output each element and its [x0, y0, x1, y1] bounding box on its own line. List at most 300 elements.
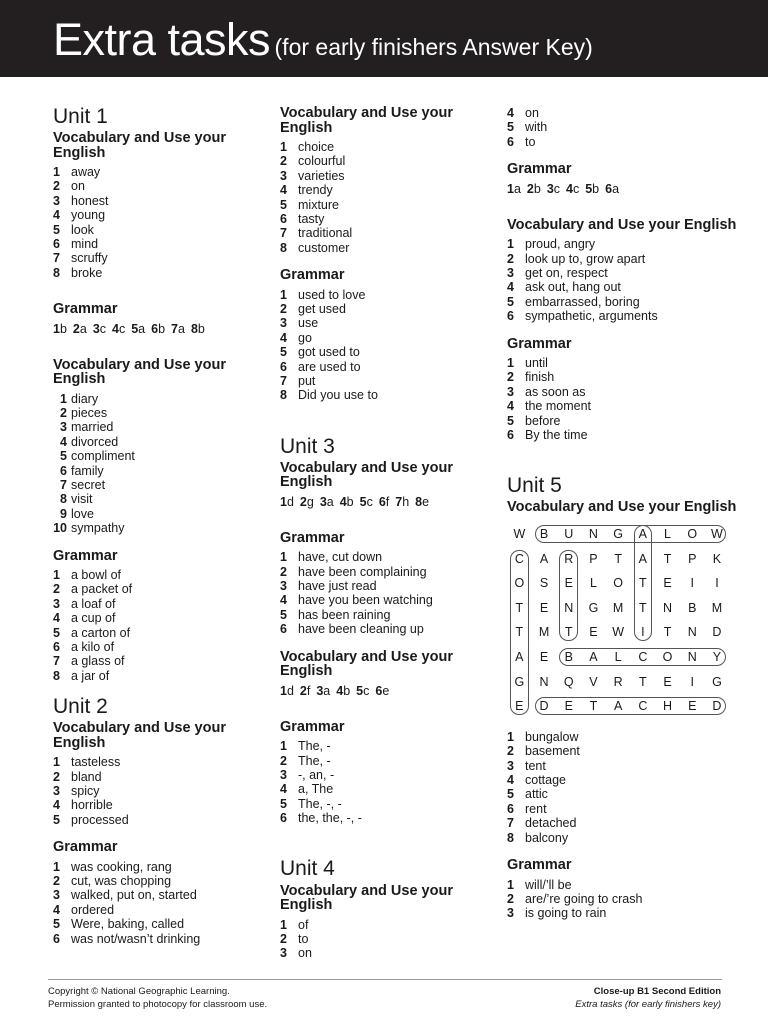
list-item	[507, 816, 737, 830]
section-title: Grammar	[280, 529, 345, 546]
item-number: 2	[507, 251, 514, 266]
answer-list	[53, 568, 268, 683]
item-answer: are/’re going to crash	[525, 891, 643, 906]
page-title-subtitle: (for early finishers Answer Key)	[274, 34, 593, 60]
item-answer: will/’ll be	[525, 877, 572, 892]
inline-answer: 2b	[526, 181, 541, 196]
item-number: 2	[280, 931, 287, 946]
list-item	[53, 860, 268, 874]
list-item	[507, 759, 737, 773]
item-answer: a glass of	[71, 654, 125, 669]
item-answer: bland	[71, 769, 102, 784]
item-number: 6	[53, 640, 60, 655]
list-item	[53, 626, 268, 640]
list-item	[507, 802, 737, 816]
item-number: 5	[507, 787, 514, 802]
word-search-letter: W	[711, 526, 723, 541]
item-number: 6	[60, 463, 67, 478]
item-answer: pieces	[71, 406, 108, 421]
answer-list	[280, 550, 495, 636]
list-item	[507, 428, 737, 442]
section-title: Grammar	[53, 301, 118, 318]
item-answer: are used to	[298, 359, 361, 374]
item-answer: divorced	[71, 434, 119, 449]
page-header	[0, 0, 768, 77]
section-title: Grammar	[507, 335, 572, 352]
item-answer: look	[71, 222, 94, 237]
word-search-letter: T	[614, 551, 622, 566]
item-number: 1	[507, 877, 514, 892]
item-number: 2	[280, 302, 287, 317]
word-search-letter: A	[613, 699, 623, 714]
word-search-letter: Y	[712, 649, 722, 664]
found-word-highlight	[559, 550, 578, 642]
item-answer: The, -	[298, 739, 331, 754]
item-number: 1	[280, 140, 287, 154]
word-search-letter: I	[690, 674, 694, 689]
item-number: 6	[507, 309, 514, 324]
page-title	[53, 14, 593, 65]
inline-answer: 5a	[131, 321, 146, 336]
list-item	[280, 331, 495, 345]
inline-answer: 3a	[316, 683, 331, 698]
section-title: Vocabulary and Use your English	[507, 216, 737, 233]
inline-answer: 6b	[151, 321, 166, 336]
list-item	[507, 787, 737, 801]
word-search-letter: R	[613, 674, 623, 689]
item-answer: a kilo of	[71, 640, 115, 655]
word-search-letter: U	[564, 526, 574, 541]
answer-list	[53, 755, 268, 827]
inline-answer: 8e	[415, 494, 430, 509]
word-search-letter: I	[690, 576, 694, 591]
item-number: 1	[507, 237, 514, 252]
word-search-letter: B	[564, 649, 573, 664]
list-item	[280, 388, 495, 402]
list-item	[53, 464, 268, 478]
item-answer: ask out, hang out	[525, 280, 621, 295]
book-subtitle: Extra tasks (for early finishers key)	[575, 999, 721, 1010]
item-number: 2	[53, 582, 60, 597]
inline-answer: 1d	[280, 494, 294, 509]
inline-answers	[280, 495, 495, 509]
word-search-letter: W	[513, 526, 526, 541]
item-answer: as soon as	[525, 384, 586, 399]
item-answer: processed	[71, 812, 129, 827]
inline-answer: 4c	[112, 321, 126, 336]
answer-list	[53, 165, 268, 280]
footer-divider	[48, 979, 722, 980]
list-item	[53, 798, 268, 812]
answer-list	[507, 106, 737, 149]
word-search-letter: L	[614, 649, 622, 664]
word-search-letter: T	[663, 551, 672, 566]
item-answer: with	[525, 120, 548, 135]
answer-list	[280, 739, 495, 825]
item-number: 6	[53, 237, 60, 251]
section-title: Vocabulary and Use your English	[53, 130, 226, 161]
word-search-letter: K	[712, 551, 722, 566]
item-number: 4	[507, 773, 514, 788]
item-number: 8	[60, 492, 67, 507]
list-item	[280, 754, 495, 768]
item-number: 1	[60, 391, 67, 406]
item-answer: a jar of	[71, 668, 110, 683]
item-number: 2	[60, 406, 67, 421]
item-answer: use	[298, 316, 319, 331]
item-number: 1	[280, 287, 287, 302]
item-answer: to	[525, 134, 536, 149]
list-item	[53, 208, 268, 222]
item-number: 6	[53, 931, 60, 946]
list-item	[507, 295, 737, 309]
section-title: Vocabulary and Use your English	[280, 648, 453, 680]
word-search-letter: H	[663, 699, 673, 714]
item-answer: got used to	[298, 345, 360, 360]
list-item	[53, 932, 268, 946]
item-number: 9	[60, 506, 67, 521]
item-number: 3	[53, 596, 60, 611]
item-number: 1	[507, 729, 514, 744]
list-item	[507, 280, 737, 294]
inline-answers	[53, 322, 268, 336]
item-number: 6	[280, 811, 287, 826]
list-item	[507, 309, 737, 323]
permission-line: Permission granted to photocopy for classroom use.	[48, 999, 268, 1010]
item-answer: scruffy	[71, 251, 108, 266]
item-answer: is going to rain	[525, 906, 607, 921]
list-item	[53, 237, 268, 251]
list-item	[53, 784, 268, 798]
list-item	[53, 507, 268, 521]
item-number: 1	[53, 165, 60, 180]
word-search-letter: E	[515, 699, 524, 714]
item-answer: tent	[525, 758, 546, 773]
item-answer: was not/wasn’t drinking	[71, 931, 201, 946]
item-number: 1	[280, 550, 287, 565]
word-search-letter: T	[564, 625, 573, 640]
list-item	[507, 106, 737, 120]
item-number: 5	[507, 120, 514, 135]
list-item	[280, 140, 495, 154]
inline-answers	[280, 684, 495, 698]
inline-answer: 2a	[72, 321, 87, 336]
footer-copyright	[48, 985, 267, 1011]
section-title: Grammar	[53, 547, 118, 564]
list-item	[280, 345, 495, 359]
item-answer: detached	[525, 816, 577, 831]
word-search-letter: A	[515, 649, 524, 664]
answer-list	[53, 392, 268, 536]
item-number: 5	[280, 345, 287, 360]
list-item	[53, 597, 268, 611]
inline-answer: 5b	[585, 181, 600, 196]
item-answer: used to love	[298, 287, 366, 302]
answer-list	[507, 237, 737, 323]
list-item	[507, 252, 737, 266]
item-number: 3	[507, 265, 514, 280]
item-number: 2	[507, 891, 514, 906]
item-number: 5	[53, 625, 60, 640]
item-number: 5	[507, 294, 514, 309]
word-search-letter: L	[589, 576, 597, 591]
word-search-letter: E	[564, 699, 573, 714]
item-answer: a packet of	[71, 582, 133, 597]
word-search-letter: G	[712, 674, 722, 689]
inline-answer: 8b	[190, 321, 205, 336]
list-item	[53, 492, 268, 506]
section-title: Grammar	[53, 839, 118, 856]
item-answer: get used	[298, 302, 346, 317]
item-answer: love	[71, 506, 94, 521]
word-search-letter: C	[514, 551, 524, 566]
item-number: 4	[280, 593, 287, 608]
word-search-letter: B	[688, 600, 697, 615]
item-answer: a bowl of	[71, 568, 122, 583]
column-2	[280, 106, 495, 961]
item-answer: family	[71, 463, 104, 478]
word-search-letter: G	[588, 600, 599, 615]
word-search-letter: E	[539, 649, 549, 664]
item-number: 5	[280, 607, 287, 622]
section-title: Grammar	[280, 718, 345, 735]
list-item	[53, 755, 268, 769]
unit-2-title: Unit 2	[53, 695, 108, 719]
item-answer: was cooking, rang	[71, 859, 172, 874]
item-number: 5	[53, 222, 60, 237]
item-number: 8	[53, 668, 60, 683]
inline-answer: 4c	[566, 181, 580, 196]
list-item	[280, 946, 495, 960]
section-title: Vocabulary and Use your English	[280, 882, 453, 914]
word-search-letter: G	[514, 674, 525, 689]
item-number: 7	[507, 816, 514, 831]
item-answer: look up to, grow apart	[525, 251, 646, 266]
item-answer: ordered	[71, 902, 115, 917]
item-number: 3	[53, 888, 60, 903]
list-item	[53, 611, 268, 625]
list-item	[53, 266, 268, 280]
item-number: 6	[507, 427, 514, 442]
word-search-letter: N	[539, 674, 549, 689]
list-item	[280, 360, 495, 374]
list-item	[280, 579, 495, 593]
list-item	[53, 813, 268, 827]
item-answer: has been raining	[298, 607, 391, 622]
word-search-letter: O	[662, 649, 673, 664]
item-number: 6	[507, 801, 514, 816]
item-answer: customer	[298, 240, 350, 255]
list-item	[507, 878, 737, 892]
inline-answer: 5c	[356, 683, 370, 698]
list-item	[280, 169, 495, 183]
item-answer: have been cleaning up	[298, 622, 424, 637]
footer-book-info	[575, 985, 721, 1011]
item-number: 3	[53, 784, 60, 799]
item-answer: sympathy	[71, 521, 125, 536]
inline-answer: 6e	[375, 683, 390, 698]
item-answer: on	[71, 179, 85, 194]
word-search-letter: N	[687, 649, 697, 664]
word-search-letter: D	[712, 625, 722, 640]
item-answer: colourful	[298, 154, 346, 169]
word-search-letter: I	[641, 625, 645, 640]
inline-answer: 4b	[339, 494, 354, 509]
list-item	[280, 154, 495, 168]
word-search-letter: E	[589, 625, 598, 640]
item-number: 4	[60, 434, 67, 449]
list-item	[280, 302, 495, 316]
section-title: Grammar	[280, 267, 345, 284]
inline-answers	[507, 182, 737, 196]
list-item	[280, 739, 495, 753]
list-item	[53, 165, 268, 179]
item-number: 5	[507, 413, 514, 428]
item-number: 4	[507, 106, 514, 120]
item-number: 3	[60, 420, 67, 435]
item-answer: the moment	[525, 399, 592, 414]
inline-answer: 1a	[507, 181, 521, 196]
item-answer: The, -	[298, 753, 331, 768]
word-search-letter: B	[539, 526, 549, 541]
item-number: 4	[53, 902, 60, 917]
item-number: 1	[507, 356, 514, 371]
list-item	[507, 892, 737, 906]
word-search-letter: E	[663, 674, 672, 689]
item-answer: bungalow	[525, 729, 579, 744]
word-search-letter: I	[715, 576, 719, 591]
word-search-letter: L	[664, 526, 671, 541]
list-item	[280, 782, 495, 796]
word-search-letter: A	[638, 551, 648, 566]
word-search-letter: G	[613, 526, 623, 541]
item-number: 1	[280, 739, 287, 754]
item-number: 2	[507, 370, 514, 385]
list-item	[53, 888, 268, 902]
item-answer: finish	[525, 370, 555, 385]
list-item	[53, 770, 268, 784]
item-answer: traditional	[298, 226, 353, 241]
inline-answer: 2g	[299, 494, 314, 509]
item-answer: honest	[71, 193, 109, 208]
list-item	[507, 120, 737, 134]
item-answer: a cup of	[71, 611, 116, 626]
list-item	[280, 550, 495, 564]
inline-answer: 7a	[171, 321, 185, 336]
item-answer: compliment	[71, 449, 135, 464]
list-item	[507, 730, 737, 744]
list-item	[280, 226, 495, 240]
item-answer: basement	[525, 744, 580, 759]
item-answer: young	[71, 208, 106, 223]
word-search-letter: E	[688, 699, 697, 714]
item-number: 7	[280, 226, 287, 241]
item-answer: before	[525, 413, 561, 428]
word-search-letter: T	[663, 625, 672, 640]
list-item	[507, 414, 737, 428]
item-answer: proud, angry	[525, 237, 596, 252]
unit-1-title: Unit 1	[53, 105, 108, 128]
item-answer: until	[525, 356, 548, 371]
section-title: Vocabulary and Use your English	[507, 499, 737, 516]
item-number: 2	[507, 744, 514, 759]
list-item	[507, 906, 737, 920]
list-item	[280, 198, 495, 212]
word-search-letter: N	[588, 526, 598, 541]
section-title: Vocabulary and Use your English	[280, 105, 453, 136]
item-number: 7	[53, 654, 60, 669]
item-answer: tasty	[298, 211, 325, 226]
item-answer: cut, was chopping	[71, 874, 172, 889]
copyright-line: Copyright © National Geographic Learning.	[48, 986, 230, 997]
item-answer: sympathetic, arguments	[525, 309, 658, 324]
item-answer: -, an, -	[298, 767, 335, 782]
item-answer: have just read	[298, 579, 377, 594]
word-search-letter: S	[539, 576, 549, 591]
item-answer: Did you use to	[298, 388, 378, 403]
word-search-letter: T	[639, 600, 647, 615]
word-search-letter: E	[564, 576, 573, 591]
item-number: 5	[280, 796, 287, 811]
item-number: 1	[53, 755, 60, 770]
item-answer: trendy	[298, 183, 333, 198]
list-item	[53, 251, 268, 265]
item-answer: tasteless	[71, 755, 121, 770]
list-item	[53, 903, 268, 917]
item-number: 1	[53, 568, 60, 583]
unit-5-title: Unit 5	[507, 474, 562, 498]
item-number: 3	[280, 168, 287, 183]
item-answer: mind	[71, 237, 99, 251]
word-search-letter: N	[687, 625, 697, 640]
item-number: 7	[60, 478, 67, 493]
inline-answer: 4b	[336, 683, 351, 698]
answer-list	[280, 140, 495, 255]
list-item	[280, 768, 495, 782]
found-word-highlight	[535, 697, 727, 715]
word-search-letter: O	[613, 576, 623, 591]
section-title: Vocabulary and Use your English	[53, 720, 226, 751]
column-3	[507, 106, 737, 921]
section-title: Grammar	[507, 857, 572, 874]
answer-list	[280, 918, 495, 961]
item-number: 4	[280, 183, 287, 198]
word-search-letter: W	[612, 625, 625, 640]
word-search-letter: D	[712, 699, 722, 714]
list-item	[53, 568, 268, 582]
word-search-grid	[507, 526, 731, 716]
item-answer: have you been watching	[298, 593, 433, 608]
item-answer: visit	[71, 492, 93, 507]
item-number: 5	[280, 197, 287, 212]
inline-answer: 3a	[319, 494, 334, 509]
list-item	[53, 406, 268, 420]
item-number: 3	[280, 579, 287, 594]
item-number: 3	[280, 946, 287, 961]
item-answer: diary	[71, 391, 99, 406]
inline-answer: 5c	[359, 494, 373, 509]
item-answer: of	[298, 917, 309, 932]
item-answer: Were, baking, called	[71, 917, 185, 932]
word-search-letter: Q	[563, 674, 574, 689]
list-item	[280, 212, 495, 226]
list-item	[280, 241, 495, 255]
item-answer: the, the, -, -	[298, 811, 362, 826]
item-answer: varieties	[298, 168, 345, 183]
item-number: 2	[53, 179, 60, 194]
word-search-letter: E	[663, 576, 672, 591]
item-answer: choice	[298, 140, 335, 154]
